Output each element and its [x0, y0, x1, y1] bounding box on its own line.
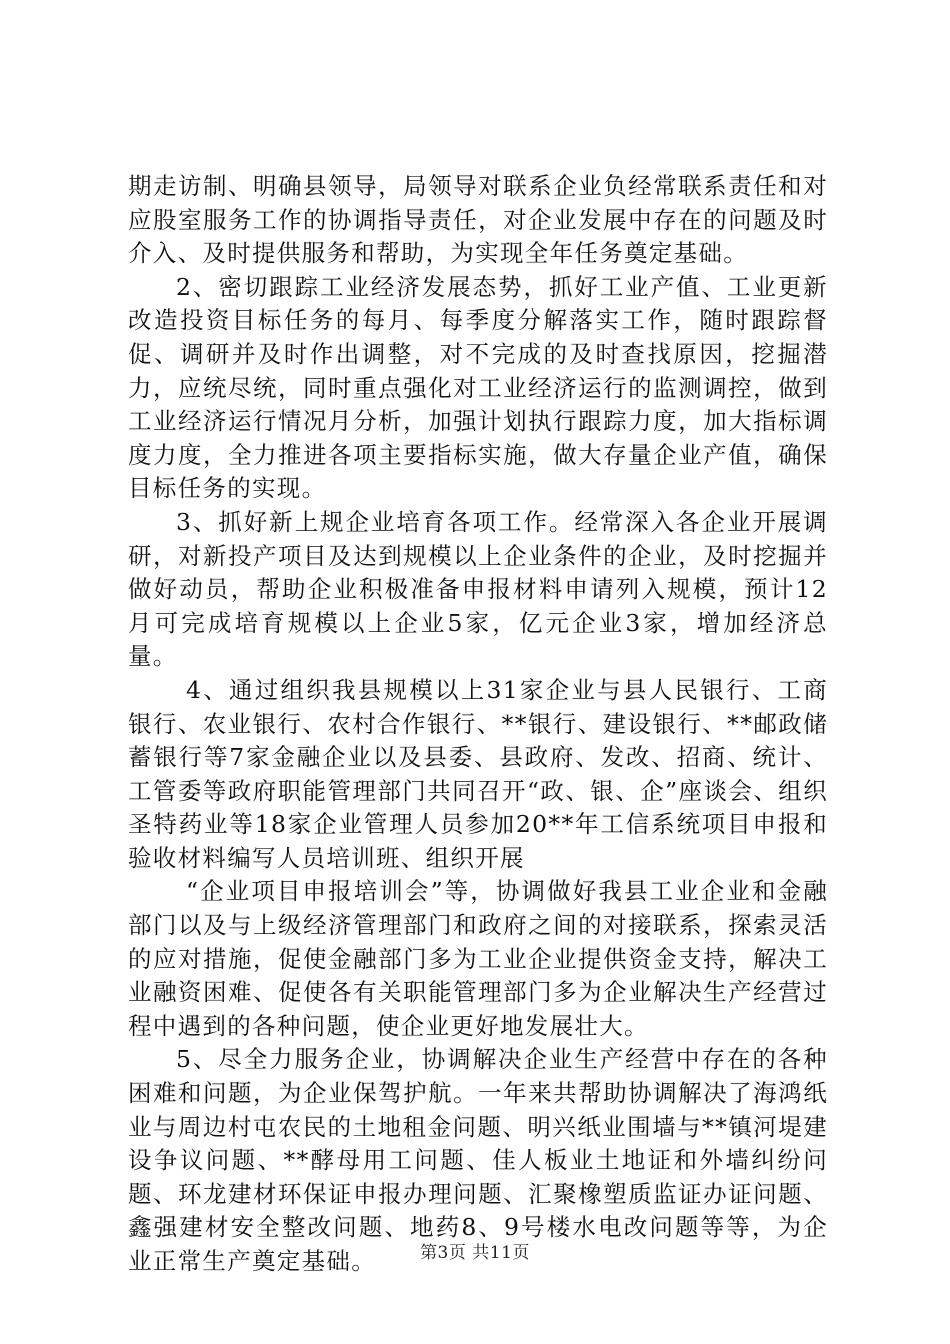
paragraph-item-5: 5、尽全力服务企业，协调解决企业生产经营中存在的各种困难和问题，为企业保驾护航。一年来共帮助协调解决了海鸿纸业与周边村屯农民的土地租金问题、明兴纸业围墙与**镇河堤建设争议问题、**酵母用工问题、佳人板业土地证和外墙纠纷问题、环龙建材环保证申报办理问题、汇聚橡塑质监证办证问题、鑫强建材安全整改问题、地药8、9号楼水电改问题等等，为企业正常生产奠定基础。 — [128, 1045, 828, 1275]
page-number-footer: 第3页 共11页 — [420, 1243, 530, 1263]
paragraph-item-3: 3、抓好新上规企业培育各项工作。经常深入各企业开展调研，对新投产项目及达到规模以上企业条件的企业，及时挖掘并做好动员，帮助企业积极准备申报材料申请列入规模，预计12月可完成培育规模以上企业5家，亿元企业3家，增加经济总量。 — [128, 507, 828, 671]
paragraph-item-2: 2、密切跟踪工业经济发展态势，抓好工业产值、工业更新改造投资目标任务的每月、每季度分解落实工作，随时跟踪督促、调研并及时作出调整，对不完成的及时查找原因，挖掘潜力，应统尽统，同时重点强化对工业经济运行的监测调控，做到工业经济运行情况月分析，加强计划执行跟踪力度，加大指标调度力度，全力推进各项主要指标实施，做大存量企业产值，确保目标任务的实现。 — [128, 272, 828, 503]
document-body — [128, 170, 828, 1279]
paragraph-item-4: 4、通过组织我县规模以上31家企业与县人民银行、工商银行、农业银行、农村合作银行、**银行、建设银行、**邮政储蓄银行等7家金融企业以及县委、县政府、发改、招商、统计、工管委等政府职能管理部门共同召开“政、银、企”座谈会、组织圣特药业等18家企业管理人员参加20**年工信系统项目申报和验收材料编写人员培训班、组织开展 — [128, 675, 828, 872]
paragraph-continuation: 期走访制、明确县领导，局领导对联系企业负经常联系责任和对应股室服务工作的协调指导责任，对企业发展中存在的问题及时介入、及时提供服务和帮助，为实现全年任务奠定基础。 — [128, 172, 828, 268]
paragraph-item-4-continued: “企业项目申报培训会”等，协调做好我县工业企业和金融部门以及与上级经济管理部门和政府之间的对接联系，探索灵活的应对措施，促使金融部门多为工业企业提供资金支持，解决工业融资困难、促使各有关职能管理部门多为企业解决生产经营过程中遇到的各种问题，使企业更好地发展壮大。 — [128, 877, 828, 1040]
